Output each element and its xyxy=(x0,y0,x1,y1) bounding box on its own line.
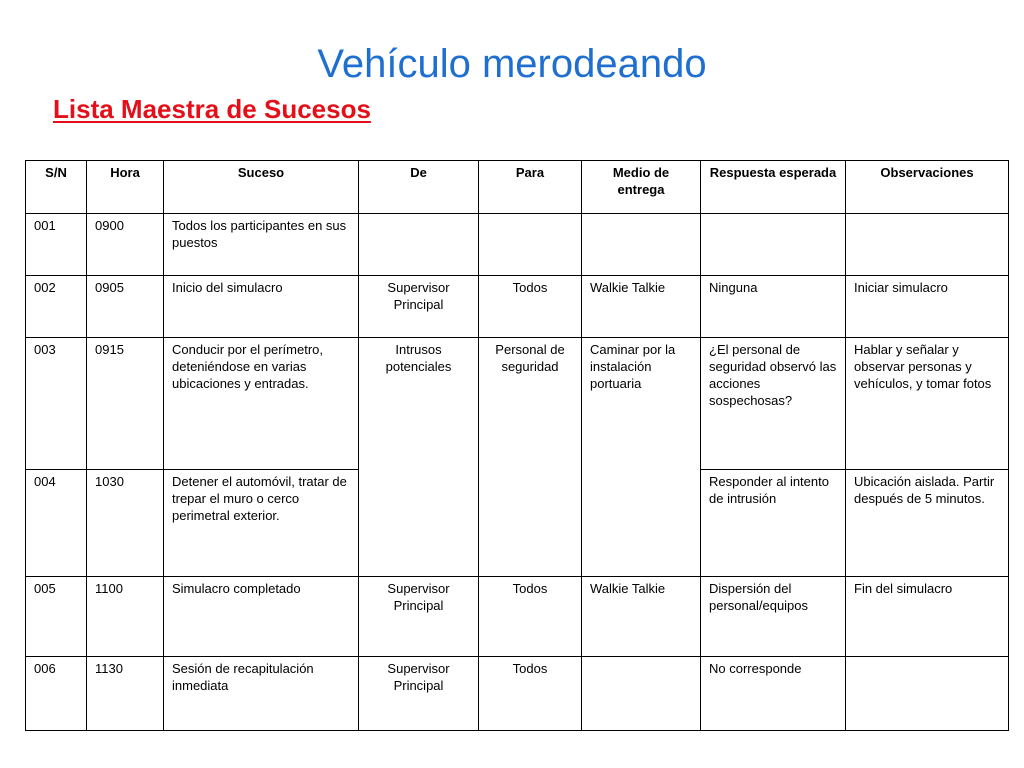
header-sn: S/N xyxy=(26,161,87,214)
cell-observaciones xyxy=(846,657,1009,731)
slide-title: Vehículo merodeando xyxy=(317,42,707,86)
cell-de: Supervisor Principal xyxy=(359,577,479,657)
cell-respuesta: No corresponde xyxy=(701,657,846,731)
header-hora: Hora xyxy=(87,161,164,214)
cell-para: Todos xyxy=(479,657,582,731)
cell-sn: 006 xyxy=(26,657,87,731)
cell-sn: 005 xyxy=(26,577,87,657)
cell-para: Todos xyxy=(479,276,582,338)
cell-sn: 002 xyxy=(26,276,87,338)
cell-suceso: Detener el automóvil, tratar de trepar el muro o cerco perimetral exterior. xyxy=(164,470,359,577)
cell-observaciones: Hablar y señalar y observar personas y vehículos, y tomar fotos xyxy=(846,338,1009,470)
cell-respuesta: Ninguna xyxy=(701,276,846,338)
cell-de: Supervisor Principal xyxy=(359,657,479,731)
cell-suceso: Inicio del simulacro xyxy=(164,276,359,338)
cell-hora: 0900 xyxy=(87,214,164,276)
cell-medio: Caminar por la instalación portuaria xyxy=(582,338,701,577)
cell-hora: 0905 xyxy=(87,276,164,338)
cell-para: Personal de seguridad xyxy=(479,338,582,577)
cell-para xyxy=(479,214,582,276)
cell-de: Supervisor Principal xyxy=(359,276,479,338)
table-header-row xyxy=(26,161,1009,214)
cell-observaciones xyxy=(846,214,1009,276)
cell-medio: Walkie Talkie xyxy=(582,276,701,338)
cell-suceso: Conducir por el perímetro, deteniéndose en varias ubicaciones y entradas. xyxy=(164,338,359,470)
cell-observaciones: Fin del simulacro xyxy=(846,577,1009,657)
table-row xyxy=(26,276,1009,338)
cell-respuesta: ¿El personal de seguridad observó las acciones sospechosas? xyxy=(701,338,846,470)
header-respuesta: Respuesta esperada xyxy=(701,161,846,214)
cell-hora: 1030 xyxy=(87,470,164,577)
header-de: De xyxy=(359,161,479,214)
cell-medio: Walkie Talkie xyxy=(582,577,701,657)
slide-subtitle: Lista Maestra de Sucesos xyxy=(53,94,371,124)
cell-hora: 1130 xyxy=(87,657,164,731)
header-observaciones: Observaciones xyxy=(846,161,1009,214)
cell-hora: 0915 xyxy=(87,338,164,470)
cell-respuesta: Dispersión del personal/equipos xyxy=(701,577,846,657)
cell-sn: 004 xyxy=(26,470,87,577)
cell-de: Intrusos potenciales xyxy=(359,338,479,577)
master-events-table xyxy=(25,160,1009,731)
cell-de xyxy=(359,214,479,276)
table-row xyxy=(26,214,1009,276)
cell-suceso: Sesión de recapitulación inmediata xyxy=(164,657,359,731)
cell-observaciones: Ubicación aislada. Partir después de 5 minutos. xyxy=(846,470,1009,577)
cell-respuesta xyxy=(701,214,846,276)
cell-respuesta: Responder al intento de intrusión xyxy=(701,470,846,577)
cell-hora: 1100 xyxy=(87,577,164,657)
header-para: Para xyxy=(479,161,582,214)
table-row xyxy=(26,338,1009,470)
cell-medio xyxy=(582,657,701,731)
cell-suceso: Todos los participantes en sus puestos xyxy=(164,214,359,276)
header-suceso: Suceso xyxy=(164,161,359,214)
cell-observaciones: Iniciar simulacro xyxy=(846,276,1009,338)
table-row xyxy=(26,657,1009,731)
table-row xyxy=(26,577,1009,657)
header-medio: Medio de entrega xyxy=(582,161,701,214)
cell-medio xyxy=(582,214,701,276)
cell-sn: 003 xyxy=(26,338,87,470)
cell-sn: 001 xyxy=(26,214,87,276)
cell-suceso: Simulacro completado xyxy=(164,577,359,657)
cell-para: Todos xyxy=(479,577,582,657)
